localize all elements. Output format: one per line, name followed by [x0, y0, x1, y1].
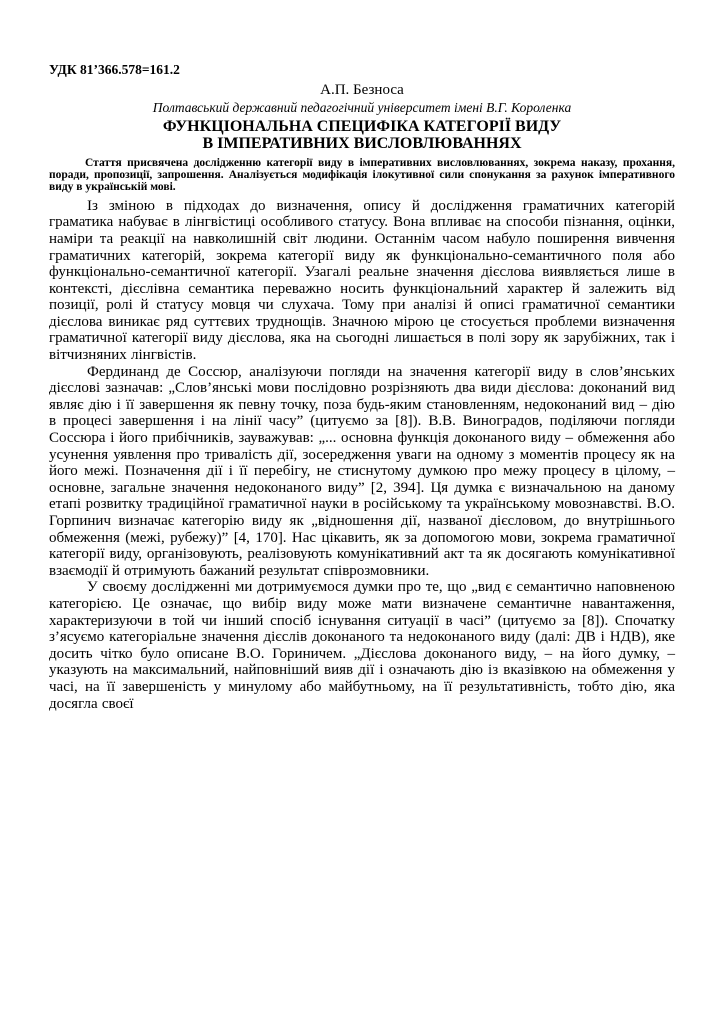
abstract-text: Стаття присвячена дослідженню категорії виду в імперативних висловлюваннях, зокрема наказу, прохання, поради, пропозиції, запрошення. Аналізується модифікація ілокутивної сили спонукання за рахунок імперативного виду в українській мові. [49, 156, 675, 194]
author-name: А.П. Безноса [320, 82, 404, 98]
paragraph-1: Із зміною в підходах до визначення, опису й дослідження граматичних категорій граматика набуває в лінгвістиці особливого статусу. Вона впливає на способи пізнання, оцінки, наміри та реакції на навколишній світ людини. Останнім часом набуло поширення вивчення граматичних категорій, зокрема категорії виду як функціонально-семантичного поля або функціонально-семантичної категорії. Узагалі реальне значення дієслова виявляється лише в контексті, дієслівна семантика переважно носить функціональний характер й залежить від позиції, ролі й статусу мовця чи слухача. Тому при аналізі й описі граматичної семантики дієслова виникає ряд суттєвих труднощів. Значною мірою це стосується проблеми визначення граматичної категорії виду дієслова, яка на сьогодні лишається в полі зору як зарубіжних, так і вітчизняних лінгвістів. [49, 197, 675, 364]
paper-title-line-2: В ІМПЕРАТИВНИХ ВИСЛОВЛЮВАННЯХ [202, 135, 522, 152]
paragraph-3: У своєму дослідженні ми дотримуємося думки про те, що „вид є семантично наповненою категорією. Це означає, що вибір виду може мати визначене семантичне навантаження, характеризуючи в той чи інший спосіб існування ситуації в часі” (цитуємо за [8]). Спочатку з’ясуємо категоріальне значення дієслів доконаного та недоконаного виду (далі: ДВ і НДВ), яке досить чітко було описане В.О. Гориничем. „Дієслова доконаного виду, – на його думку, – указують на максимальний, найповніший вияв дії і означають дію із вказівкою на обмеження у часі, на її завершеність у минулому або майбутньому, на її результативність, тобто дію, яка досягла своєї [49, 579, 675, 712]
udc-code: УДК 81’366.578=161.2 [49, 62, 180, 77]
paper-title-line-1: ФУНКЦІОНАЛЬНА СПЕЦИФІКА КАТЕГОРІЇ ВИДУ [162, 117, 562, 135]
paper-title [49, 118, 675, 153]
paragraph-2: Фердинанд де Соссюр, аналізуючи погляди на значення категорії виду в слов’янських дієслові зазначав: „Слов’янські мови послідовно розрізняють два види дієслова: доконаний вид являє дію і її завершення як певну точку, поза будь-яким становленням, недоконаний вид – дію в процесі завершення і на лінії часу” (цитуємо за [8]). В.В. Виноградов, поділяючи погляди Соссюра і його прибічників, зауважував: „... основна функція доконаного виду – обмеження або усунення уявлення про тривалість дії, зосередження уваги на одному з моментів процесу як на його межі. Позначення дії і її перебігу, не стиснутому думкою про межу процесу в цілому, – основне, загальне значення недоконаного виду” [2, 394]. Ця думка є визначальною на даному етапі розвитку традиційної граматичної науки в російському та українському мовознавстві. В.О. Горпинич визначає категорію виду як „відношення дії, названої дієсловом, до внутрішнього обмеження (межі, рубежу)” [4, 170]. Нас цікавить, як за допомогою мови, зокрема граматичної категорії виду, організовують, реалізовують комунікативний акт та як досягають комунікативної взаємодії й отримують бажаний результат співрозмовники. [49, 363, 675, 579]
affiliation: Полтавський державний педагогічний університет імені В.Г. Короленка [152, 100, 572, 115]
